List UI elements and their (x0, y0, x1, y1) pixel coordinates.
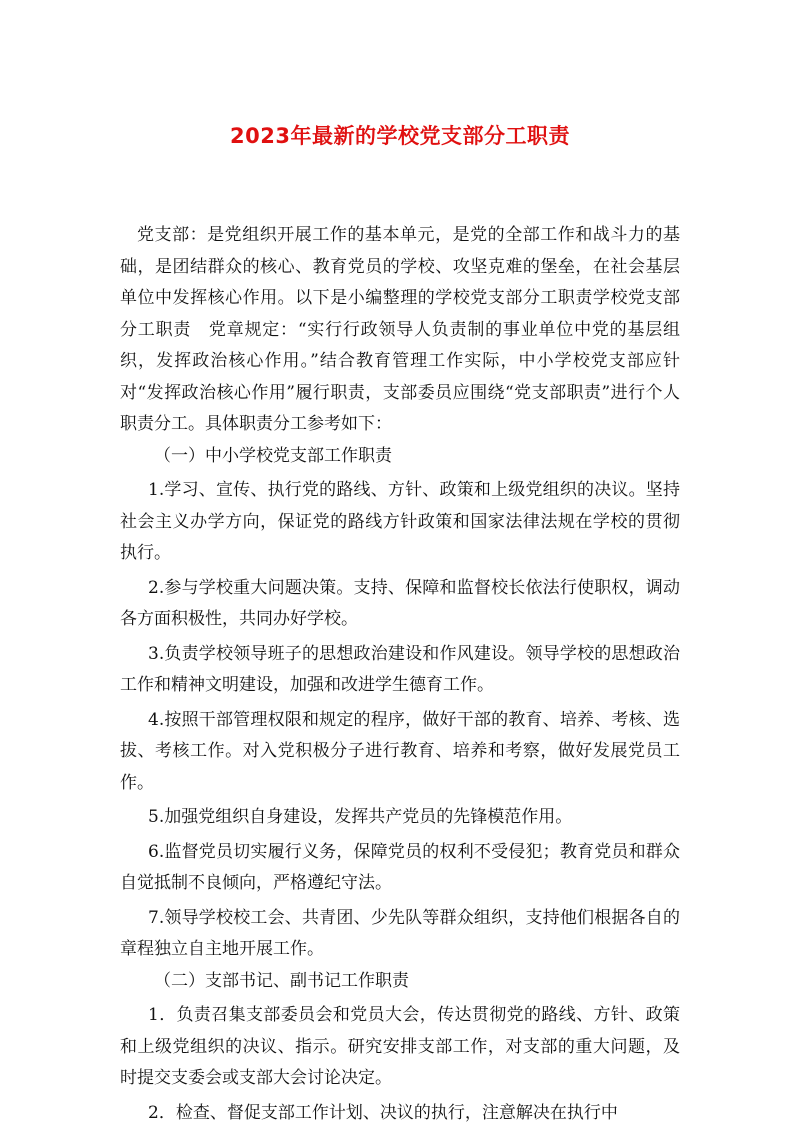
document-body (120, 220, 680, 1129)
document-title: 2023年最新的学校党支部分工职责 (230, 124, 570, 148)
list-item: 6.监督党员切实履行义务，保障党员的权利不受侵犯；教育党员和群众自觉抵制不良倾向，严格遵纪守法。 (120, 841, 680, 893)
list-item: 5.加强党组织自身建设，发挥共产党员的先锋模范作用。 (148, 807, 573, 827)
section-heading-party-branch-duties: （一）中小学校党支部工作职责 (154, 445, 392, 466)
list-item: 1．负责召集支部委员会和党员大会，传达贯彻党的路线、方针、政策和上级党组织的决议、指示。研究安排支部工作，对支部的重大问题，及时提交支委会或支部大会讨论决定。 (120, 1005, 680, 1088)
list-item: 2．检查、督促支部工作计划、决议的执行，注意解决在执行中 (148, 1102, 618, 1123)
list-item: 2.参与学校重大问题决策。支持、保障和监督校长依法行使职权，调动各方面积极性，共同办好学校。 (120, 577, 680, 629)
list-item: 4.按照干部管理权限和规定的程序，做好干部的教育、培养、考核、选拔、考核工作。对入党积极分子进行教育、培养和考察，做好发展党员工作。 (120, 709, 680, 793)
list-item: 7.领导学校校工会、共青团、少先队等群众组织，支持他们根据各自的章程独立自主地开展工作。 (120, 907, 680, 959)
intro-paragraph: 党支部：是党组织开展工作的基本单元，是党的全部工作和战斗力的基础，是团结群众的核心、教育党员的学校、攻坚克难的堡垒，在社会基层单位中发挥核心作用。以下是小编整理的学校党支部分工职责学校党支部分工职责 党章规定：“实行行政领导人负责制的事业单位中党的基层组织，发挥政治核心作用。”结合教育管理工作实际，中小学校党支部应针对“发挥政治核心作用”履行职责，支部委员应围绕“党支部职责”进行个人职责分工。具体职责分工参考如下： (120, 225, 680, 434)
section-heading-secretary-duties: （二）支部书记、副书记工作职责 (154, 970, 409, 991)
list-item: 1.学习、宣传、执行党的路线、方针、政策和上级党组织的决议。坚持社会主义办学方向，保证党的路线方针政策和国家法律法规在学校的贯彻执行。 (120, 480, 680, 563)
list-item: 3.负责学校领导班子的思想政治建设和作风建设。领导学校的思想政治工作和精神文明建设，加强和改进学生德育工作。 (120, 643, 680, 695)
